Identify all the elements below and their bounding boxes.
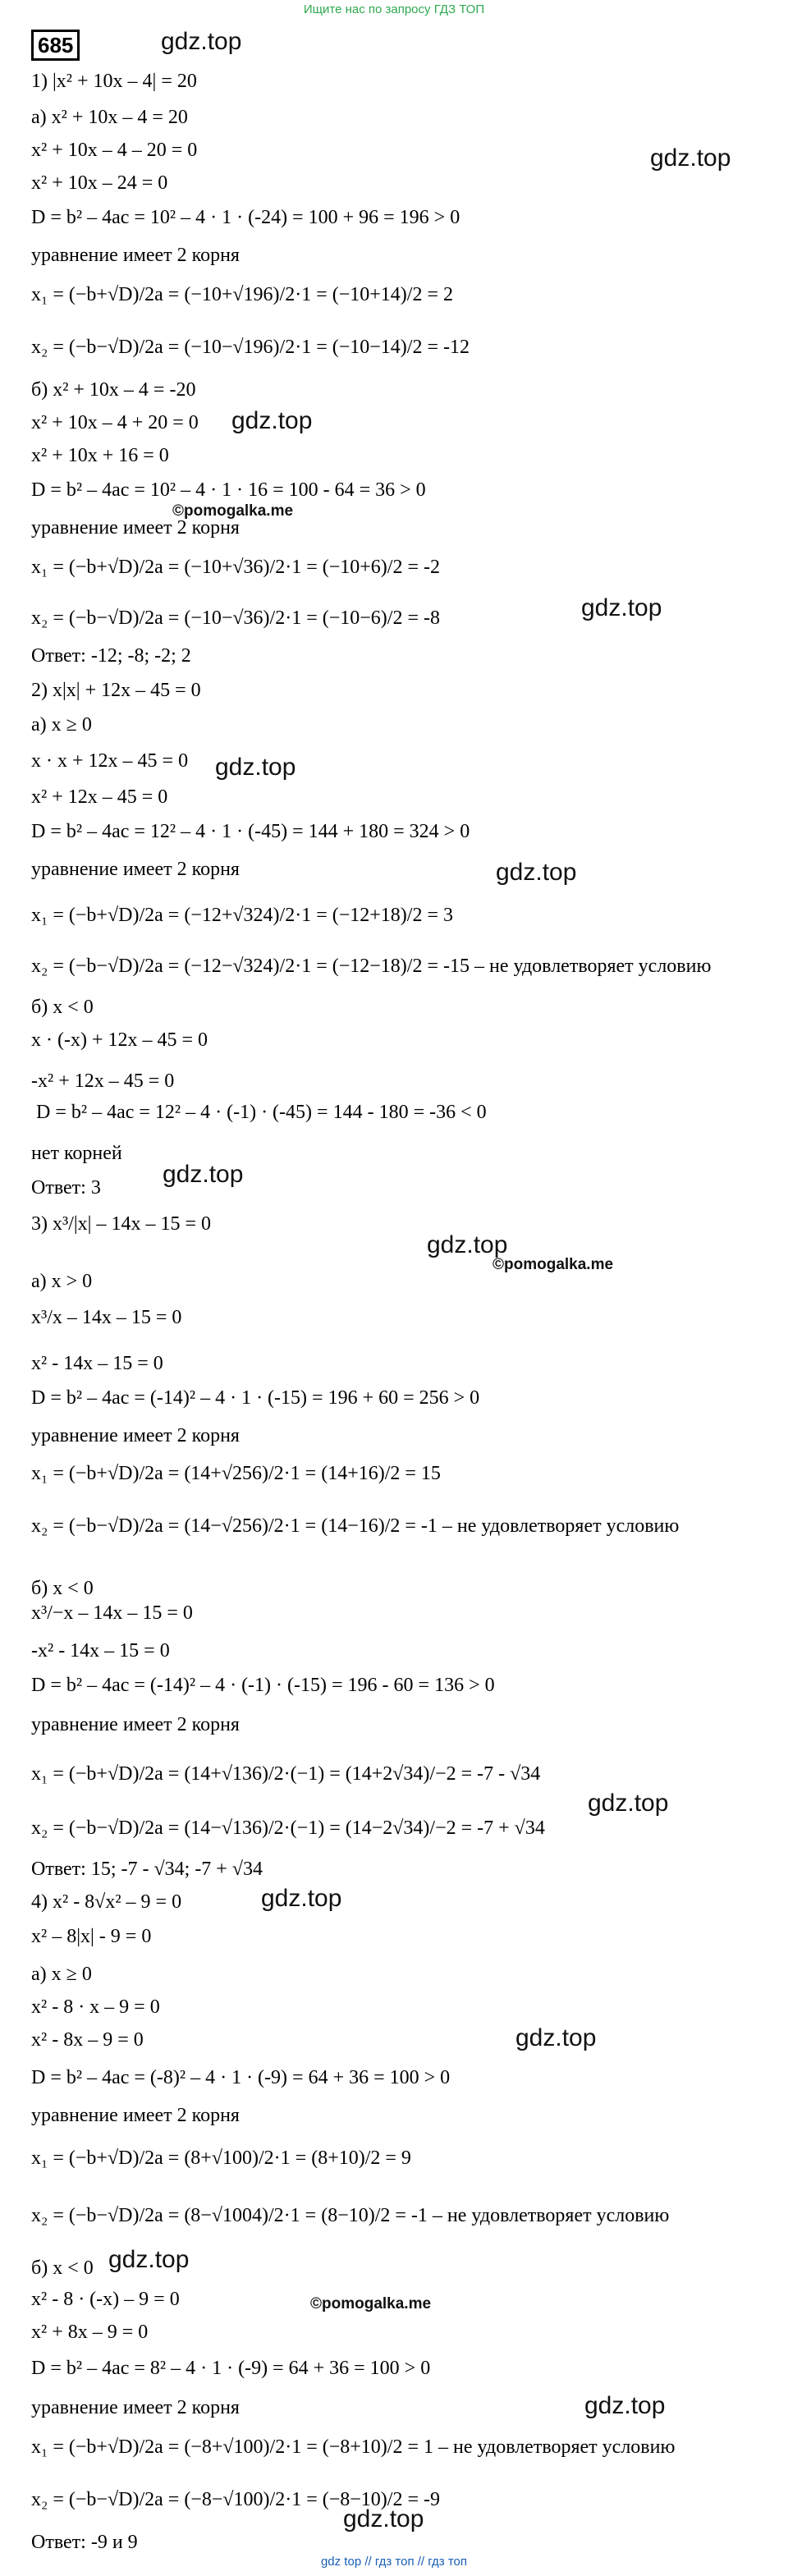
solution-line: Ответ: 3 xyxy=(31,1177,101,1199)
solution-line: x₂ = (−b−√D)/2a = (−10−√36)/2·1 = (−10−6)/2 = -8 xyxy=(31,607,440,629)
task-number: 685 xyxy=(31,30,80,61)
solution-line: x₁ = (−b+√D)/2a = (−8+√100)/2·1 = (−8+10)/2 = 1 – не удовлетворяет условию xyxy=(31,2436,676,2458)
solution-line: а) x² + 10x – 4 = 20 xyxy=(31,107,188,128)
solution-line: Ответ: -9 и 9 xyxy=(31,2532,138,2553)
solution-line: D = b² – 4ac = 10² – 4 · 1 · 16 = 100 - 64 = 36 > 0 xyxy=(31,479,426,501)
watermark-gdz: gdz.top xyxy=(427,1231,508,1258)
solution-line: б) x < 0 xyxy=(31,997,94,1018)
solution-line: x² + 10x + 16 = 0 xyxy=(31,445,169,466)
solution-line: x₂ = (−b−√D)/2a = (−12−√324)/2·1 = (−12−18)/2 = -15 – не удовлетворяет условию xyxy=(31,956,712,977)
solution-line: уравнение имеет 2 корня xyxy=(31,517,240,539)
solution-line: 3) x³/|x| – 14x – 15 = 0 xyxy=(31,1213,211,1235)
solution-line: x² + 8x – 9 = 0 xyxy=(31,2322,149,2343)
solution-line: D = b² – 4ac = 12² – 4 · (-1) · (-45) = 144 - 180 = -36 < 0 xyxy=(36,1102,487,1123)
solution-line: нет корней xyxy=(31,1143,122,1164)
solution-line: а) x > 0 xyxy=(31,1271,93,1292)
solution-line: Ответ: -12; -8; -2; 2 xyxy=(31,645,191,667)
watermark-gdz: gdz.top xyxy=(588,1790,669,1817)
solution-line: x² + 10x – 4 – 20 = 0 xyxy=(31,140,198,161)
solution-line: D = b² – 4ac = (-14)² – 4 · 1 · (-15) = 196 + 60 = 256 > 0 xyxy=(31,1387,480,1409)
solution-line: уравнение имеет 2 корня xyxy=(31,2105,240,2126)
solution-line: а) x ≥ 0 xyxy=(31,714,92,736)
solution-line: Ответ: 15; -7 - √34; -7 + √34 xyxy=(31,1859,263,1880)
watermark-pomogalka: ©pomogalka.me xyxy=(492,1256,614,1273)
solution-line: x² + 12x – 45 = 0 xyxy=(31,786,168,808)
solution-line: D = b² – 4ac = (-8)² – 4 · 1 · (-9) = 64 + 36 = 100 > 0 xyxy=(31,2067,451,2088)
solution-line: x₁ = (−b+√D)/2a = (14+√256)/2·1 = (14+16)/2 = 15 xyxy=(31,1463,441,1484)
solution-line: б) x < 0 xyxy=(31,1578,94,1599)
solution-line: D = b² – 4ac = 8² – 4 · 1 · (-9) = 64 + 36 = 100 > 0 xyxy=(31,2358,431,2379)
solution-line: D = b² – 4ac = (-14)² – 4 · (-1) · (-15) = 196 - 60 = 136 > 0 xyxy=(31,1675,495,1696)
watermark-pomogalka: ©pomogalka.me xyxy=(310,2295,432,2312)
solution-line: x₁ = (−b+√D)/2a = (14+√136)/2·(−1) = (14+2√34)/−2 = -7 - √34 xyxy=(31,1763,541,1785)
solution-line: x² - 8 · (-x) – 9 = 0 xyxy=(31,2289,180,2310)
footer-links[interactable]: gdz top // гдз топ // гдз топ xyxy=(320,2555,468,2569)
watermark-gdz: gdz.top xyxy=(163,1161,244,1188)
watermark-gdz: gdz.top xyxy=(650,144,731,172)
solution-line: x₁ = (−b+√D)/2a = (−12+√324)/2·1 = (−12+18)/2 = 3 xyxy=(31,905,453,926)
solution-line: x · x + 12x – 45 = 0 xyxy=(31,750,189,772)
watermark-gdz: gdz.top xyxy=(261,1885,342,1912)
solution-line: уравнение имеет 2 корня xyxy=(31,2397,240,2418)
solution-line: а) x ≥ 0 xyxy=(31,1964,92,1985)
watermark-gdz: gdz.top xyxy=(215,754,296,781)
solution-line: D = b² – 4ac = 12² – 4 · 1 · (-45) = 144 + 180 = 324 > 0 xyxy=(31,821,470,842)
watermark-gdz: gdz.top xyxy=(584,2392,666,2419)
solution-line: x² + 10x – 4 + 20 = 0 xyxy=(31,412,199,433)
watermark-pomogalka: ©pomogalka.me xyxy=(172,502,294,520)
solution-line: x² – 8|x| - 9 = 0 xyxy=(31,1926,152,1947)
solution-line: уравнение имеет 2 корня xyxy=(31,1425,240,1446)
solution-line: уравнение имеет 2 корня xyxy=(31,1714,240,1735)
solution-line: x³/−x – 14x – 15 = 0 xyxy=(31,1602,193,1624)
solution-line: 2) x|x| + 12x – 45 = 0 xyxy=(31,680,201,701)
watermark-gdz: gdz.top xyxy=(343,2505,424,2532)
solution-line: x² + 10x – 24 = 0 xyxy=(31,172,168,194)
solution-line: x₂ = (−b−√D)/2a = (−10−√196)/2·1 = (−10−14)/2 = -12 xyxy=(31,337,470,358)
solution-line: x₁ = (−b+√D)/2a = (−10+√36)/2·1 = (−10+6)/2 = -2 xyxy=(31,557,440,578)
solution-line: x₁ = (−b+√D)/2a = (−10+√196)/2·1 = (−10+14)/2 = 2 xyxy=(31,284,453,305)
watermark-gdz: gdz.top xyxy=(581,594,662,621)
solution-line: x³/x – 14x – 15 = 0 xyxy=(31,1307,182,1328)
solution-line: б) x² + 10x – 4 = -20 xyxy=(31,379,196,401)
solution-line: 1) |x² + 10x – 4| = 20 xyxy=(31,71,197,92)
solution-line: x₂ = (−b−√D)/2a = (−8−√100)/2·1 = (−8−10)/2 = -9 xyxy=(31,2489,440,2510)
solution-line: -x² + 12x – 45 = 0 xyxy=(31,1070,175,1092)
watermark-gdz: gdz.top xyxy=(231,407,313,434)
solution-line: x₁ = (−b+√D)/2a = (8+√100)/2·1 = (8+10)/2 = 9 xyxy=(31,2147,411,2169)
solution-line: x₂ = (−b−√D)/2a = (14−√136)/2·(−1) = (14−2√34)/−2 = -7 + √34 xyxy=(31,1817,545,1839)
solution-line: x² - 14x – 15 = 0 xyxy=(31,1353,163,1374)
watermark-gdz: gdz.top xyxy=(108,2246,190,2273)
solution-line: D = b² – 4ac = 10² – 4 · 1 · (-24) = 100 + 96 = 196 > 0 xyxy=(31,207,460,228)
solution-line: -x² - 14x – 15 = 0 xyxy=(31,1640,170,1662)
solution-line: x₂ = (−b−√D)/2a = (8−√1004)/2·1 = (8−10)/2 = -1 – не удовлетворяет условию xyxy=(31,2205,670,2226)
solution-line: уравнение имеет 2 корня xyxy=(31,245,240,266)
watermark-gdz: gdz.top xyxy=(496,859,577,886)
solution-line: б) x < 0 xyxy=(31,2257,94,2279)
watermark-gdz: gdz.top xyxy=(161,28,242,55)
solution-line: x · (-x) + 12x – 45 = 0 xyxy=(31,1029,208,1051)
solution-line: уравнение имеет 2 корня xyxy=(31,859,240,880)
solution-line: x² - 8 · x – 9 = 0 xyxy=(31,1996,160,2018)
top-banner[interactable]: Ищите нас по запросу ГДЗ ТОП xyxy=(303,2,485,16)
solution-line: x² - 8x – 9 = 0 xyxy=(31,2029,144,2051)
solution-line: 4) x² - 8√x² – 9 = 0 xyxy=(31,1891,182,1913)
solution-line: x₂ = (−b−√D)/2a = (14−√256)/2·1 = (14−16)/2 = -1 – не удовлетворяет условию xyxy=(31,1515,680,1537)
watermark-gdz: gdz.top xyxy=(515,2024,597,2051)
